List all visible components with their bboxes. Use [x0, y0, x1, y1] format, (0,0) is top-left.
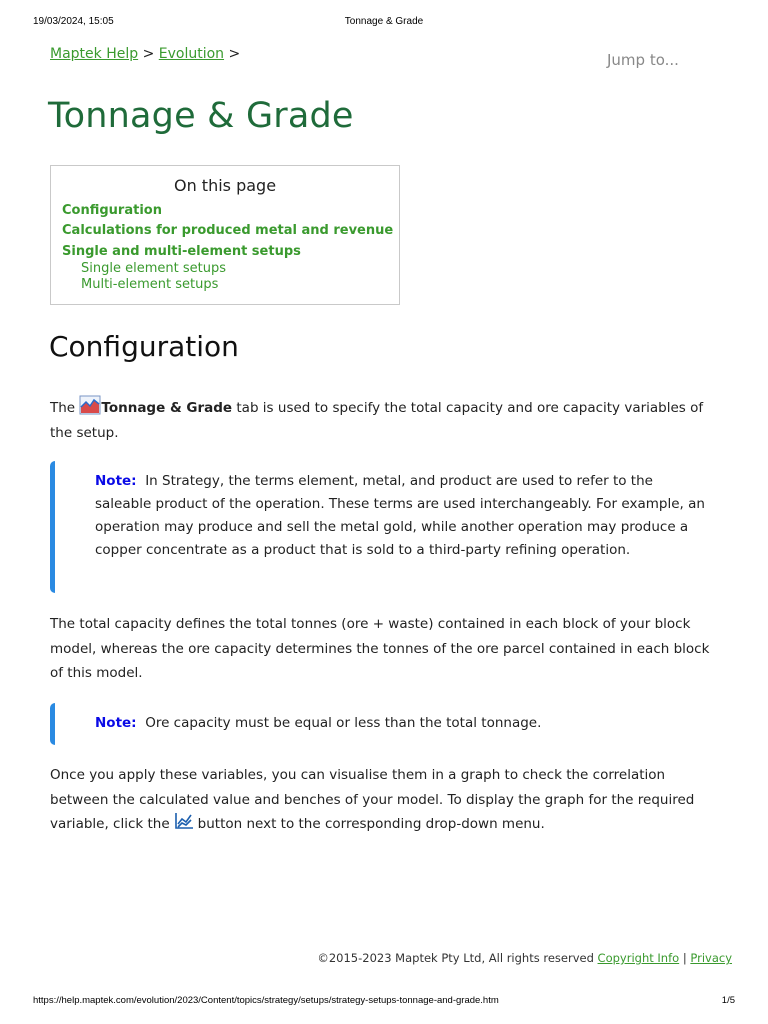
- privacy-link[interactable]: Privacy: [690, 951, 732, 965]
- intro-paragraph: [50, 395, 720, 445]
- breadcrumb-maptek-help-link[interactable]: Maptek Help: [50, 46, 139, 62]
- copyright-text: ©2015-2023 Maptek Pty Ltd, All rights reserved: [317, 951, 594, 965]
- note-text: Ore capacity must be equal or less than the total tonnage.: [145, 715, 542, 731]
- copyright-info-link[interactable]: Copyright Info: [597, 951, 680, 965]
- graph-button-icon[interactable]: [174, 812, 194, 830]
- tonnage-grade-tab-name: Tonnage & Grade: [101, 400, 233, 416]
- page-footer: [317, 951, 732, 965]
- graph-paragraph: [50, 763, 720, 837]
- capacity-paragraph: The total capacity defines the total tonnes (ore + waste) contained in each block of your block model, whereas the ore capacity determines the tonnes of the ore parcel contained in each block of this model.: [50, 616, 710, 681]
- print-url: https://help.maptek.com/evolution/2023/Content/topics/strategy/setups/strategy-setups-tonnage-and-grade.htm: [33, 995, 499, 1006]
- intro-text-after: tab is used to specify the total capacity and ore capacity variables of the setup.: [50, 400, 704, 441]
- toc-heading: On this page: [173, 176, 277, 195]
- graph-text: Once you apply these variables, you can visualise them in a graph to check the correlation between the calculated value and benches of your model. To display the graph for the required variable, click the: [50, 767, 695, 832]
- tonnage-grade-icon: [79, 395, 101, 415]
- toc-link-multi-element[interactable]: Multi-element setups: [81, 277, 219, 292]
- page-title: Tonnage & Grade: [48, 96, 354, 136]
- graph-text-end: button next to the corresponding drop-down menu.: [197, 816, 545, 832]
- toc-link-configuration[interactable]: Configuration: [62, 203, 162, 218]
- breadcrumb-separator: >: [142, 46, 155, 62]
- note-label: Note:: [95, 473, 137, 489]
- note-callout: [50, 703, 710, 745]
- on-this-page-box: [50, 165, 400, 305]
- print-page-title: Tonnage & Grade: [344, 16, 424, 27]
- breadcrumb: [50, 46, 240, 62]
- breadcrumb-separator: >: [228, 46, 241, 62]
- jump-to-menu[interactable]: Jump to...: [607, 51, 679, 69]
- intro-text-before: The: [50, 400, 80, 416]
- footer-separator: |: [682, 951, 687, 965]
- print-header: [33, 16, 735, 30]
- breadcrumb-evolution-link[interactable]: Evolution: [158, 46, 225, 62]
- note-label: Note:: [95, 715, 137, 731]
- toc-link-single-element[interactable]: Single element setups: [81, 261, 226, 276]
- section-heading-configuration: Configuration: [49, 330, 239, 363]
- note-callout: [50, 461, 710, 593]
- toc-link-calculations[interactable]: Calculations for produced metal and revenue: [62, 223, 394, 238]
- toc-link-single-multi-element[interactable]: Single and multi-element setups: [62, 244, 301, 259]
- print-datetime: 19/03/2024, 15:05: [33, 16, 114, 27]
- note-text: In Strategy, the terms element, metal, and product are used to refer to the saleable product of the operation. These terms are used interchangeably. For example, an operation may produce and sell the metal gold, while another operation may produce a copper concentrate as a product that is sold to a third-party refining operation.: [95, 473, 705, 558]
- print-page-number: 1/5: [721, 995, 735, 1006]
